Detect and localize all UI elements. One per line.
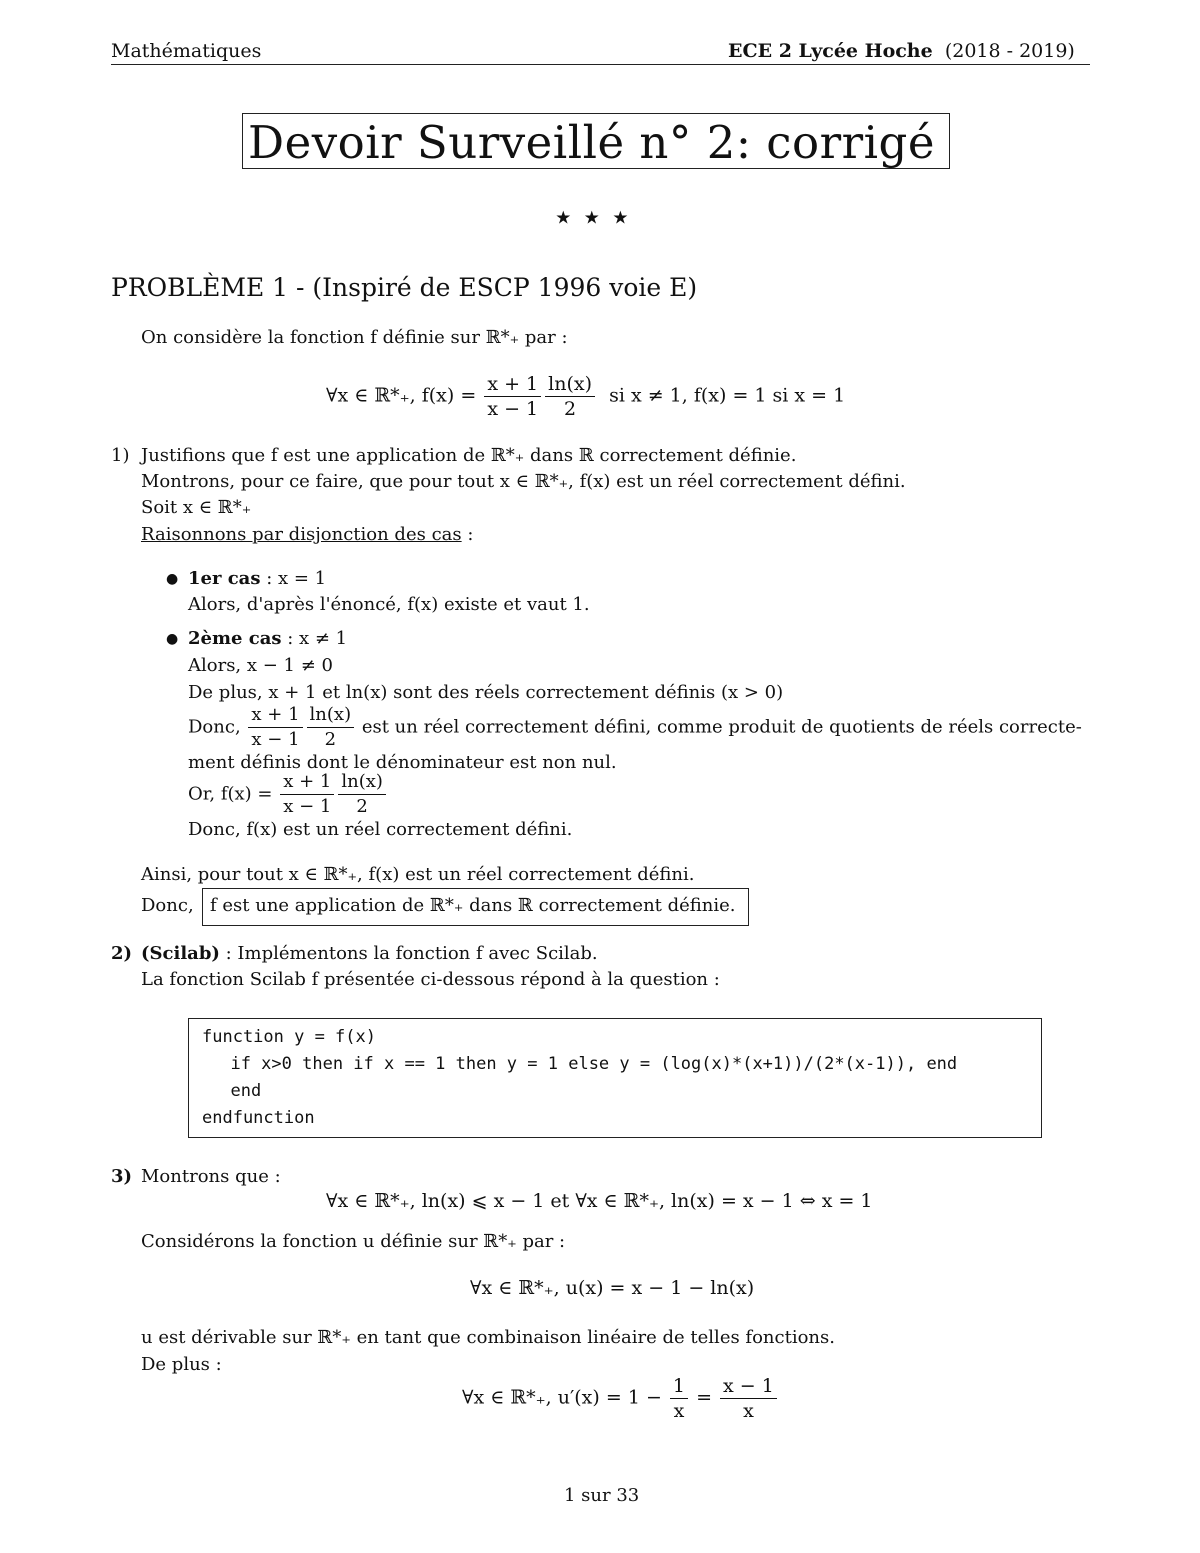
q3-line2: Considérons la fonction u définie sur ℝ*₊ par : (141, 1231, 566, 1252)
case1-line: Alors, d'après l'énoncé, f(x) existe et vaut 1. (188, 594, 590, 615)
case2-line1: Alors, x − 1 ≠ 0 (188, 655, 333, 676)
case2-head: 2ème cas : x ≠ 1 (188, 628, 348, 649)
header-class (728, 40, 1075, 62)
header-year: (2018 - 2019) (944, 40, 1075, 62)
f-def-frac2: $\frac{\ln(x)}{2}$ (545, 372, 595, 421)
code-line: endfunction (202, 1108, 315, 1128)
q1-line2: Montrons, pour ce faire, que pour tout x ∈ ℝ*₊, f(x) est un réel correctement défini. (141, 471, 906, 492)
header-school: ECE 2 Lycée Hoche (728, 40, 933, 62)
code-line: end (210, 1081, 262, 1101)
q3-line4: De plus : (141, 1354, 222, 1375)
f-def-frac1: $\frac{x + 1}{x - 1}$ (484, 372, 541, 421)
answer-box-text: f est une application de ℝ*₊ dans ℝ correctement définie. (210, 895, 736, 916)
q1-number: 1) (111, 445, 130, 466)
problem-heading: PROBLÈME 1 - (Inspiré de ESCP 1996 voie E) (111, 273, 698, 302)
header-rule (111, 64, 1090, 65)
q2-head: (Scilab) : Implémentons la fonction f avec Scilab. (141, 943, 598, 964)
case2-line2: De plus, x + 1 et ln(x) sont des réels correctement définis (x > 0) (188, 682, 784, 703)
f-def-rest: si x ≠ 1, f(x) = 1 si x = 1 (609, 384, 846, 407)
case2-line4: ment définis dont le dénominateur est non nul. (188, 752, 617, 773)
q1-line3: Soit x ∈ ℝ*₊ (141, 497, 252, 518)
bullet-icon: ● (166, 631, 179, 647)
q3-line3: u est dérivable sur ℝ*₊ en tant que combinaison linéaire de telles fonctions. (141, 1327, 835, 1348)
bullet-icon: ● (166, 571, 179, 587)
case2-line6: Donc, f(x) est un réel correctement défini. (188, 819, 573, 840)
page-title: Devoir Surveillé n° 2: corrigé (248, 116, 935, 169)
u-definition: ∀x ∈ ℝ*₊, u(x) = x − 1 − ln(x) (470, 1277, 755, 1299)
q2-line2: La fonction Scilab f présentée ci-dessous répond à la question : (141, 969, 720, 990)
header-subject: Mathématiques (111, 40, 262, 62)
stars-divider: ⋆⋆⋆ (552, 197, 638, 238)
f-definition (326, 372, 845, 421)
q2-number: 2) (111, 943, 133, 964)
q3-head: Montrons que : (141, 1166, 281, 1187)
case2-line3: Donc, $\frac{x + 1}{x - 1}$ $\frac{\ln(x)}{2}$ est un réel correctement défini, comme produit de quotients de réels correcte- (188, 704, 1082, 750)
f-def-lhs: ∀x ∈ ℝ*₊, f(x) = (326, 384, 477, 407)
q1-conclusion2-pre: Donc, (141, 895, 194, 916)
u-derivative: ∀x ∈ ℝ*₊, u′(x) = 1 − $\frac{1}{x}$ = $\frac{x - 1}{x}$ (462, 1374, 779, 1423)
q1-question: Justifions que f est une application de ℝ*₊ dans ℝ correctement définie. (141, 445, 797, 466)
q3-number: 3) (111, 1166, 133, 1187)
code-line: function y = f(x) (202, 1027, 376, 1047)
q1-conclusion1: Ainsi, pour tout x ∈ ℝ*₊, f(x) est un réel correctement défini. (141, 864, 695, 885)
page-number: 1 sur 33 (564, 1485, 640, 1506)
intro-text: On considère la fonction f définie sur ℝ*₊ par : (141, 327, 568, 348)
case2-line5: Or, f(x) = $\frac{x + 1}{x - 1}$ $\frac{\ln(x)}{2}$ (188, 770, 388, 819)
case1-head: 1er cas : x = 1 (188, 568, 327, 589)
q1-line4: Raisonnons par disjonction des cas : (141, 524, 474, 545)
code-line: if x>0 then if x == 1 then y = 1 else y = (log(x)*(x+1))/(2*(x-1)), end (210, 1054, 958, 1074)
q3-statement: ∀x ∈ ℝ*₊, ln(x) ⩽ x − 1 et ∀x ∈ ℝ*₊, ln(x) = x − 1 ⇔ x = 1 (326, 1190, 873, 1212)
